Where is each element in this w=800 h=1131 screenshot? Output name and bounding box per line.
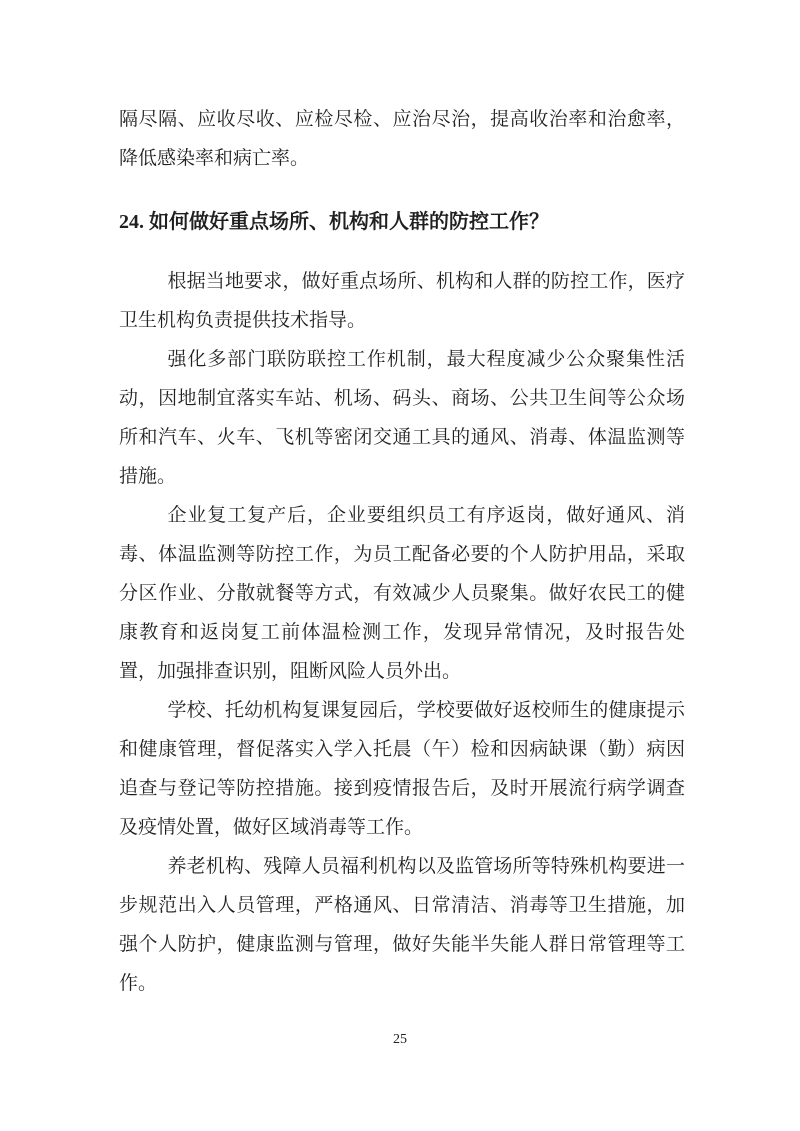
- section-body: [119, 262, 685, 1003]
- paragraph: 学校、托幼机构复课复园后，学校要做好返校师生的健康提示和健康管理，督促落实入学入托晨（午）检和因病缺课（勤）病因追查与登记等防控措施。接到疫情报告后，及时开展流行病学调查及疫情处置，做好区域消毒等工作。: [119, 700, 685, 838]
- paragraph-continuation: 隔尽隔、应收尽收、应检尽检、应治尽治，提高收治率和治愈率，降低感染率和病亡率。: [119, 109, 685, 169]
- paragraph: 强化多部门联防联控工作机制，最大程度减少公众聚集性活动，因地制宜落实车站、机场、码头、商场、公共卫生间等公众场所和汽车、火车、飞机等密闭交通工具的通风、消毒、体温监测等措施。: [119, 349, 685, 487]
- section-heading: 24. 如何做好重点场所、机构和人群的防控工作？: [119, 211, 549, 233]
- page-content: [119, 100, 685, 1003]
- paragraph: 企业复工复产后，企业要组织员工有序返岗，做好通风、消毒、体温监测等防控工作，为员工配备必要的个人防护用品，采取分区作业、分散就餐等方式，有效减少人员聚集。做好农民工的健康教育和返岗复工前体温检测工作，发现异常情况，及时报告处置，加强排查识别，阻断风险人员外出。: [119, 505, 685, 682]
- page-number: 25: [393, 1032, 407, 1047]
- paragraph: 根据当地要求，做好重点场所、机构和人群的防控工作，医疗卫生机构负责提供技术指导。: [119, 271, 685, 331]
- paragraph: 养老机构、残障人员福利机构以及监管场所等特殊机构要进一步规范出入人员管理，严格通风、日常清洁、消毒等卫生措施，加强个人防护，健康监测与管理，做好失能半失能人群日常管理等工作。: [119, 856, 685, 994]
